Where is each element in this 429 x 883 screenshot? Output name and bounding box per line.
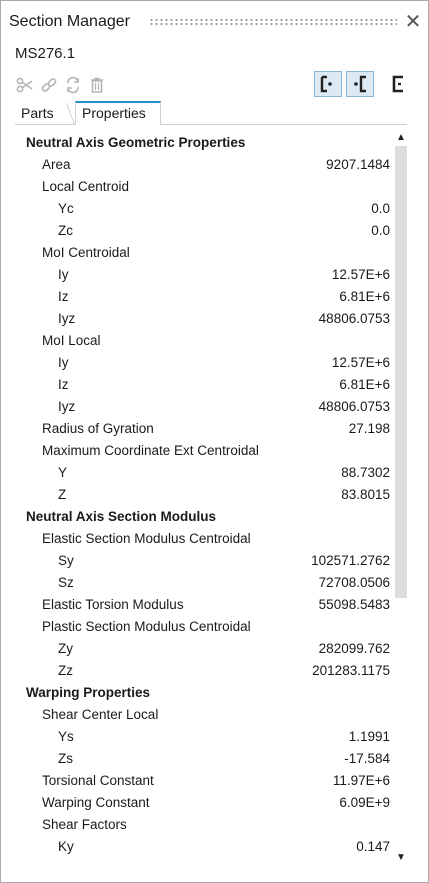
close-icon[interactable]: ✕ [404, 11, 422, 33]
property-row[interactable] [18, 308, 392, 330]
property-value: 83.8015 [341, 487, 390, 502]
property-label: Ky [58, 839, 74, 854]
property-label: Warping Constant [42, 795, 150, 810]
property-row[interactable] [18, 638, 392, 660]
property-row[interactable] [18, 484, 392, 506]
centroid-left-button[interactable] [314, 71, 342, 97]
property-label: Iz [58, 289, 69, 304]
property-value: 48806.0753 [318, 311, 390, 326]
property-row[interactable] [18, 792, 392, 814]
property-label: Sy [58, 553, 74, 568]
title-bar[interactable] [1, 1, 428, 45]
property-row[interactable] [18, 242, 392, 264]
tab-bar [15, 101, 407, 125]
property-group-header[interactable] [18, 506, 392, 528]
property-value: 72708.0506 [318, 575, 390, 590]
vertical-scrollbar[interactable] [394, 132, 408, 864]
scissors-icon[interactable] [15, 75, 35, 95]
property-row[interactable] [18, 528, 392, 550]
property-label: Shear Center Local [42, 707, 159, 722]
property-row[interactable] [18, 814, 392, 836]
property-label: Warping Properties [26, 685, 151, 700]
property-value: 102571.2762 [311, 553, 390, 568]
property-row[interactable] [18, 220, 392, 242]
section-name: MS276.1 [15, 45, 76, 62]
property-row[interactable] [18, 154, 392, 176]
property-row[interactable] [18, 726, 392, 748]
property-group-header[interactable] [18, 682, 392, 704]
centroid-right-icon [351, 75, 369, 93]
property-row[interactable] [18, 770, 392, 792]
property-label: Iz [58, 377, 69, 392]
toolbar-view-options [314, 69, 412, 99]
property-label: Yc [58, 201, 74, 216]
property-row[interactable] [18, 836, 392, 858]
tab-parts[interactable]: Parts [15, 103, 67, 124]
scroll-down-arrow-icon[interactable]: ▼ [396, 852, 406, 863]
property-label: Radius of Gyration [42, 421, 154, 436]
drag-grip-handle[interactable] [149, 18, 397, 26]
property-row[interactable] [18, 264, 392, 286]
property-value: 55098.5483 [318, 597, 390, 612]
property-label: Zz [58, 663, 73, 678]
property-value: 27.198 [348, 421, 390, 436]
property-label: Sz [58, 575, 74, 590]
property-label: Shear Factors [42, 817, 127, 832]
property-row[interactable] [18, 704, 392, 726]
property-label: Iy [58, 267, 69, 282]
property-label: MoI Centroidal [42, 245, 130, 260]
panel-title: Section Manager [9, 13, 130, 30]
property-label: Y [58, 465, 68, 480]
property-value: 282099.762 [318, 641, 390, 656]
property-value: 0.0 [371, 223, 390, 238]
property-label: Local Centroid [42, 179, 130, 194]
property-label: Iyz [58, 399, 76, 414]
property-label: Area [42, 157, 71, 172]
refresh-icon[interactable] [63, 75, 83, 95]
toolbar-edit-actions [15, 75, 107, 97]
property-label: Zc [58, 223, 73, 238]
property-value: 9207.1484 [326, 157, 390, 172]
property-value: 12.57E+6 [331, 355, 390, 370]
property-label: Iy [58, 355, 69, 370]
property-value: 88.7302 [341, 465, 390, 480]
property-label: Iyz [58, 311, 76, 326]
property-label: MoI Local [42, 333, 101, 348]
property-row[interactable] [18, 396, 392, 418]
property-row[interactable] [18, 660, 392, 682]
property-label: Torsional Constant [42, 773, 154, 788]
property-label: Zy [58, 641, 73, 656]
scroll-thumb[interactable] [395, 146, 407, 598]
property-row[interactable] [18, 748, 392, 770]
property-label: Ys [58, 729, 74, 744]
property-value: 6.81E+6 [339, 377, 390, 392]
centroid-left-icon [319, 75, 337, 93]
property-value: 0.147 [356, 839, 390, 854]
property-row[interactable] [18, 616, 392, 638]
tab-properties[interactable]: Properties [75, 101, 161, 125]
property-label: Zs [58, 751, 73, 766]
property-label: Neutral Axis Geometric Properties [26, 135, 246, 150]
property-row[interactable] [18, 352, 392, 374]
property-value: 6.09E+9 [339, 795, 390, 810]
property-row[interactable] [18, 440, 392, 462]
property-group-header[interactable] [18, 132, 392, 154]
property-label: Neutral Axis Section Modulus [26, 509, 217, 524]
trash-icon[interactable] [87, 75, 107, 95]
property-label: Elastic Section Modulus Centroidal [42, 531, 251, 546]
property-row[interactable] [18, 330, 392, 352]
property-label: Z [58, 487, 67, 502]
property-row[interactable] [18, 198, 392, 220]
property-row[interactable] [18, 594, 392, 616]
property-label: Plastic Section Modulus Centroidal [42, 619, 251, 634]
property-value: 48806.0753 [318, 399, 390, 414]
centroid-edge-button[interactable] [384, 71, 412, 97]
scroll-up-arrow-icon[interactable]: ▲ [396, 132, 406, 143]
property-value: 0.0 [371, 201, 390, 216]
property-value: -17.584 [344, 751, 390, 766]
property-value: 6.81E+6 [339, 289, 390, 304]
property-row[interactable] [18, 374, 392, 396]
centroid-edge-icon [389, 75, 407, 93]
property-list [18, 132, 392, 864]
property-row[interactable] [18, 286, 392, 308]
property-row[interactable] [18, 572, 392, 594]
property-value: 201283.1175 [312, 663, 390, 678]
centroid-right-button[interactable] [346, 71, 374, 97]
property-label: Maximum Coordinate Ext Centroidal [42, 443, 259, 458]
property-value: 1.1991 [348, 729, 390, 744]
property-value: 12.57E+6 [331, 267, 390, 282]
property-row[interactable] [18, 176, 392, 198]
property-row[interactable] [18, 418, 392, 440]
property-row[interactable] [18, 462, 392, 484]
property-row[interactable] [18, 550, 392, 572]
property-label: Elastic Torsion Modulus [42, 597, 184, 612]
link-icon[interactable] [39, 75, 59, 95]
property-value: 11.97E+6 [332, 773, 390, 788]
